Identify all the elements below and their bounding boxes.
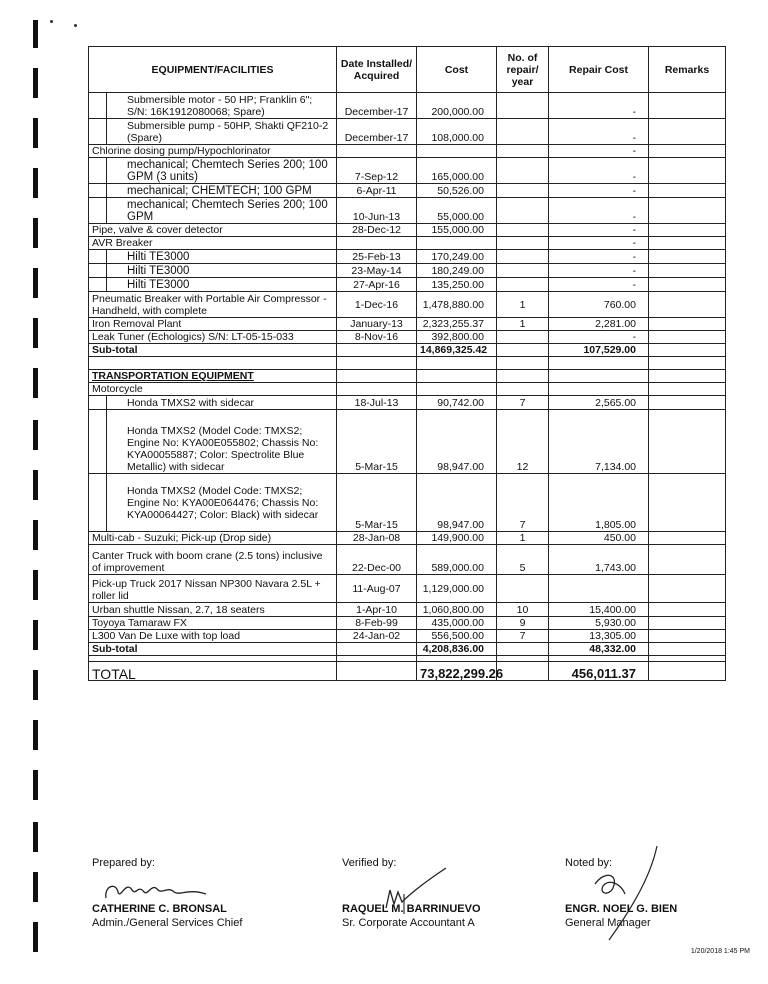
scan-dot [50,20,53,23]
cost-cell: 1,478,880.00 [417,292,497,318]
binder-mark [33,20,38,48]
date-cell: 25-Feb-13 [337,250,417,264]
equipment-desc: Hilti TE3000 [107,264,337,278]
table-row [89,292,726,318]
remarks-cell [649,575,726,603]
cost-cell: 149,900.00 [417,532,497,545]
date-cell: 11-Aug-07 [337,575,417,603]
repair-cost-cell: 5,930.00 [549,617,649,630]
repair-cost-cell: - [549,264,649,278]
repairs-cell: 7 [497,396,549,410]
remarks-cell [649,198,726,224]
binder-mark [33,520,38,550]
cost-cell: 50,526.00 [417,184,497,198]
repair-cost-cell: 1,743.00 [549,545,649,575]
date-cell: 6-Apr-11 [337,184,417,198]
equipment-desc: Multi-cab - Suzuki; Pick-up (Drop side) [89,532,337,545]
binder-mark [33,822,38,852]
equipment-table [88,46,726,681]
noted-name: ENGR. NOEL G. BIEN [565,903,678,915]
subtotal-cost: 4,208,836.00 [417,643,497,656]
binder-mark [33,218,38,248]
table-row [89,237,726,250]
remarks-cell [649,278,726,292]
table-row [89,575,726,603]
repair-cost-cell: 760.00 [549,292,649,318]
binder-mark [33,420,38,450]
repairs-cell: 9 [497,617,549,630]
table-row [89,545,726,575]
binder-mark [33,368,38,398]
remarks-cell [649,630,726,643]
remarks-cell [649,545,726,575]
table-row [89,331,726,344]
table-row [89,318,726,331]
signature-mark [102,872,212,906]
table-row [89,278,726,292]
binder-mark [33,470,38,500]
cost-cell: 170,249.00 [417,250,497,264]
repair-cost-cell: 7,134.00 [549,410,649,474]
repairs-cell [497,198,549,224]
remarks-cell [649,396,726,410]
cost-cell: 135,250.00 [417,278,497,292]
date-cell: January-13 [337,318,417,331]
equipment-desc: Iron Removal Plant [89,318,337,331]
table-row [89,250,726,264]
remarks-cell [649,119,726,145]
equipment-desc: Honda TMXS2 (Model Code: TMXS2; Engine No: KYA00E064476; Chassis No: KYA00064427; Color: Black) with sidecar [107,474,337,532]
remarks-cell [649,331,726,344]
repair-cost-cell: 450.00 [549,532,649,545]
table-row [89,264,726,278]
equipment-desc: Urban shuttle Nissan, 2.7, 18 seaters [89,603,337,617]
equipment-desc: Pick-up Truck 2017 Nissan NP300 Navara 2.5L + roller lid [89,575,337,603]
repairs-cell: 1 [497,532,549,545]
repair-cost-cell: - [549,93,649,119]
prepared-title: Admin./General Services Chief [92,917,243,929]
repairs-cell [497,145,549,158]
repair-cost-cell: - [549,119,649,145]
subtotal-repair-cost: 48,332.00 [549,643,649,656]
equipment-desc: mechanical; Chemtech Series 200; 100 GPM [107,198,337,224]
repair-cost-cell: 1,805.00 [549,474,649,532]
binder-mark [33,872,38,902]
remarks-cell [649,318,726,331]
cost-cell [417,237,497,250]
repairs-cell: 7 [497,630,549,643]
repairs-cell [497,237,549,250]
repair-cost-cell: - [549,278,649,292]
cost-cell: 98,947.00 [417,474,497,532]
total-repair-cost: 456,011.37 [549,662,649,681]
repairs-cell [497,158,549,184]
equipment-desc: Leak Tuner (Echologics) S/N: LT-05-15-033 [89,331,337,344]
equipment-desc: L300 Van De Luxe with top load [89,630,337,643]
binder-mark [33,68,38,98]
prepared-label: Prepared by: [92,857,155,869]
table-row [89,617,726,630]
repairs-cell [497,93,549,119]
subtotal-row [89,643,726,656]
prepared-name: CATHERINE C. BRONSAL [92,903,227,915]
repair-cost-cell: - [549,158,649,184]
table-row [89,198,726,224]
equipment-desc: Hilti TE3000 [107,250,337,264]
remarks-cell [649,292,726,318]
spacer-row [89,357,726,370]
date-cell: 5-Mar-15 [337,474,417,532]
repair-cost-cell: - [549,198,649,224]
subtotal-repair-cost: 107,529.00 [549,344,649,357]
verified-name: RAQUEL M. BARRINUEVO [342,903,481,915]
repair-cost-cell: 13,305.00 [549,630,649,643]
equipment-desc: Submersible pump - 50HP, Shakti QF210-2 (Spare) [107,119,337,145]
table-row [89,145,726,158]
cost-cell: 2,323,255.37 [417,318,497,331]
remarks-cell [649,532,726,545]
repair-cost-cell: - [549,237,649,250]
remarks-cell [649,410,726,474]
date-cell: 8-Nov-16 [337,331,417,344]
cost-cell: 589,000.00 [417,545,497,575]
repair-cost-cell: - [549,145,649,158]
binder-mark [33,670,38,700]
header-repairs: No. of repair/ year [497,47,549,93]
repair-cost-cell: - [549,224,649,237]
table-row [89,184,726,198]
date-cell: 10-Jun-13 [337,198,417,224]
date-cell: 24-Jan-02 [337,630,417,643]
cost-cell: 180,249.00 [417,264,497,278]
equipment-desc: mechanical; Chemtech Series 200; 100 GPM (3 units) [107,158,337,184]
cost-cell: 155,000.00 [417,224,497,237]
date-cell: 28-Jan-08 [337,532,417,545]
noted-title: General Manager [565,917,651,929]
header-cost: Cost [417,47,497,93]
table-row [89,410,726,474]
equipment-desc: Honda TMXS2 with sidecar [107,396,337,410]
repair-cost-cell: - [549,250,649,264]
remarks-cell [649,250,726,264]
table-row [89,630,726,643]
repair-cost-cell: - [549,331,649,344]
equipment-desc: Toyoya Tamaraw FX [89,617,337,630]
repair-cost-cell: - [549,184,649,198]
date-cell [337,145,417,158]
table-row [89,224,726,237]
header-equipment: EQUIPMENT/FACILITIES [89,47,337,93]
equipment-desc: Hilti TE3000 [107,278,337,292]
date-cell: 22-Dec-00 [337,545,417,575]
cost-cell: 98,947.00 [417,410,497,474]
cost-cell: 165,000.00 [417,158,497,184]
cost-cell: 392,800.00 [417,331,497,344]
repairs-cell [497,250,549,264]
header-repair-cost: Repair Cost [549,47,649,93]
equipment-desc: Chlorine dosing pump/Hypochlorinator [89,145,337,158]
signature-mark [575,844,675,944]
verified-label: Verified by: [342,857,397,869]
binder-mark [33,720,38,750]
signature-mark [382,864,452,914]
binder-mark [33,268,38,298]
cost-cell: 90,742.00 [417,396,497,410]
scan-dot [74,24,77,27]
equipment-desc: mechanical; CHEMTECH; 100 GPM [107,184,337,198]
remarks-cell [649,617,726,630]
repairs-cell: 7 [497,474,549,532]
repairs-cell [497,224,549,237]
cost-cell: 55,000.00 [417,198,497,224]
date-cell: 5-Mar-15 [337,410,417,474]
cost-cell: 435,000.00 [417,617,497,630]
binder-mark [33,922,38,952]
total-row [89,662,726,681]
remarks-cell [649,158,726,184]
binder-mark [33,620,38,650]
repairs-cell [497,264,549,278]
repairs-cell [497,575,549,603]
repairs-cell: 12 [497,410,549,474]
equipment-desc: Pneumatic Breaker with Portable Air Compressor - Handheld, with complete [89,292,337,318]
header-date: Date Installed/ Acquired [337,47,417,93]
table-row [89,158,726,184]
category-label: Motorcycle [89,383,337,396]
table-row [89,119,726,145]
subtotal-label: Sub-total [89,344,337,357]
repair-cost-cell: 2,281.00 [549,318,649,331]
noted-block [565,856,677,930]
cost-cell [417,145,497,158]
repairs-cell: 10 [497,603,549,617]
repair-cost-cell [549,575,649,603]
remarks-cell [649,93,726,119]
date-cell: 27-Apr-16 [337,278,417,292]
repairs-cell [497,278,549,292]
binder-mark [33,118,38,148]
date-cell: 7-Sep-12 [337,158,417,184]
date-cell: 1-Apr-10 [337,603,417,617]
date-cell: 23-May-14 [337,264,417,278]
date-cell: December-17 [337,93,417,119]
equipment-desc: Submersible motor - 50 HP; Franklin 6"; S/N: 16K1912080068; Spare) [107,93,337,119]
binder-mark [33,770,38,800]
repairs-cell [497,184,549,198]
date-cell: 18-Jul-13 [337,396,417,410]
date-cell: December-17 [337,119,417,145]
table-row [89,93,726,119]
table-row [89,396,726,410]
equipment-desc: Honda TMXS2 (Model Code: TMXS2; Engine No: KYA00E055802; Chassis No: KYA00055887; Color: Spectrolite Blue Metallic) with sidecar [107,410,337,474]
repairs-cell [497,119,549,145]
table-row [89,603,726,617]
remarks-cell [649,603,726,617]
date-cell: 8-Feb-99 [337,617,417,630]
binder-mark [33,168,38,198]
section-row [89,383,726,396]
equipment-desc: Canter Truck with boom crane (2.5 tons) inclusive of improvement [89,545,337,575]
verified-title: Sr. Corporate Accountant A [342,917,475,929]
cost-cell: 1,129,000.00 [417,575,497,603]
binder-mark [33,318,38,348]
date-cell: 1-Dec-16 [337,292,417,318]
cost-cell: 556,500.00 [417,630,497,643]
date-cell: 28-Dec-12 [337,224,417,237]
cost-cell: 108,000.00 [417,119,497,145]
verified-block [342,856,481,930]
table-row [89,532,726,545]
header-remarks: Remarks [649,47,726,93]
subtotal-cost: 14,869,325.42 [417,344,497,357]
repair-cost-cell: 15,400.00 [549,603,649,617]
repairs-cell: 1 [497,318,549,331]
noted-label: Noted by: [565,857,613,869]
equipment-desc: AVR Breaker [89,237,337,250]
section-row [89,370,726,383]
remarks-cell [649,264,726,278]
repairs-cell: 5 [497,545,549,575]
total-label: TOTAL [89,662,337,681]
cost-cell: 200,000.00 [417,93,497,119]
repairs-cell [497,331,549,344]
date-cell [337,237,417,250]
total-cost: 73,822,299.26 [417,662,497,681]
repair-cost-cell: 2,565.00 [549,396,649,410]
print-timestamp: 1/20/2018 1:45 PM [690,948,750,955]
section-title: TRANSPORTATION EQUIPMENT [89,370,337,383]
prepared-block [92,856,242,930]
cost-cell: 1,060,800.00 [417,603,497,617]
binder-mark [33,570,38,600]
remarks-cell [649,237,726,250]
remarks-cell [649,474,726,532]
subtotal-label: Sub-total [89,643,337,656]
table-row [89,474,726,532]
remarks-cell [649,184,726,198]
remarks-cell [649,145,726,158]
remarks-cell [649,224,726,237]
repairs-cell: 1 [497,292,549,318]
equipment-desc: Pipe, valve & cover detector [89,224,337,237]
subtotal-row [89,344,726,357]
